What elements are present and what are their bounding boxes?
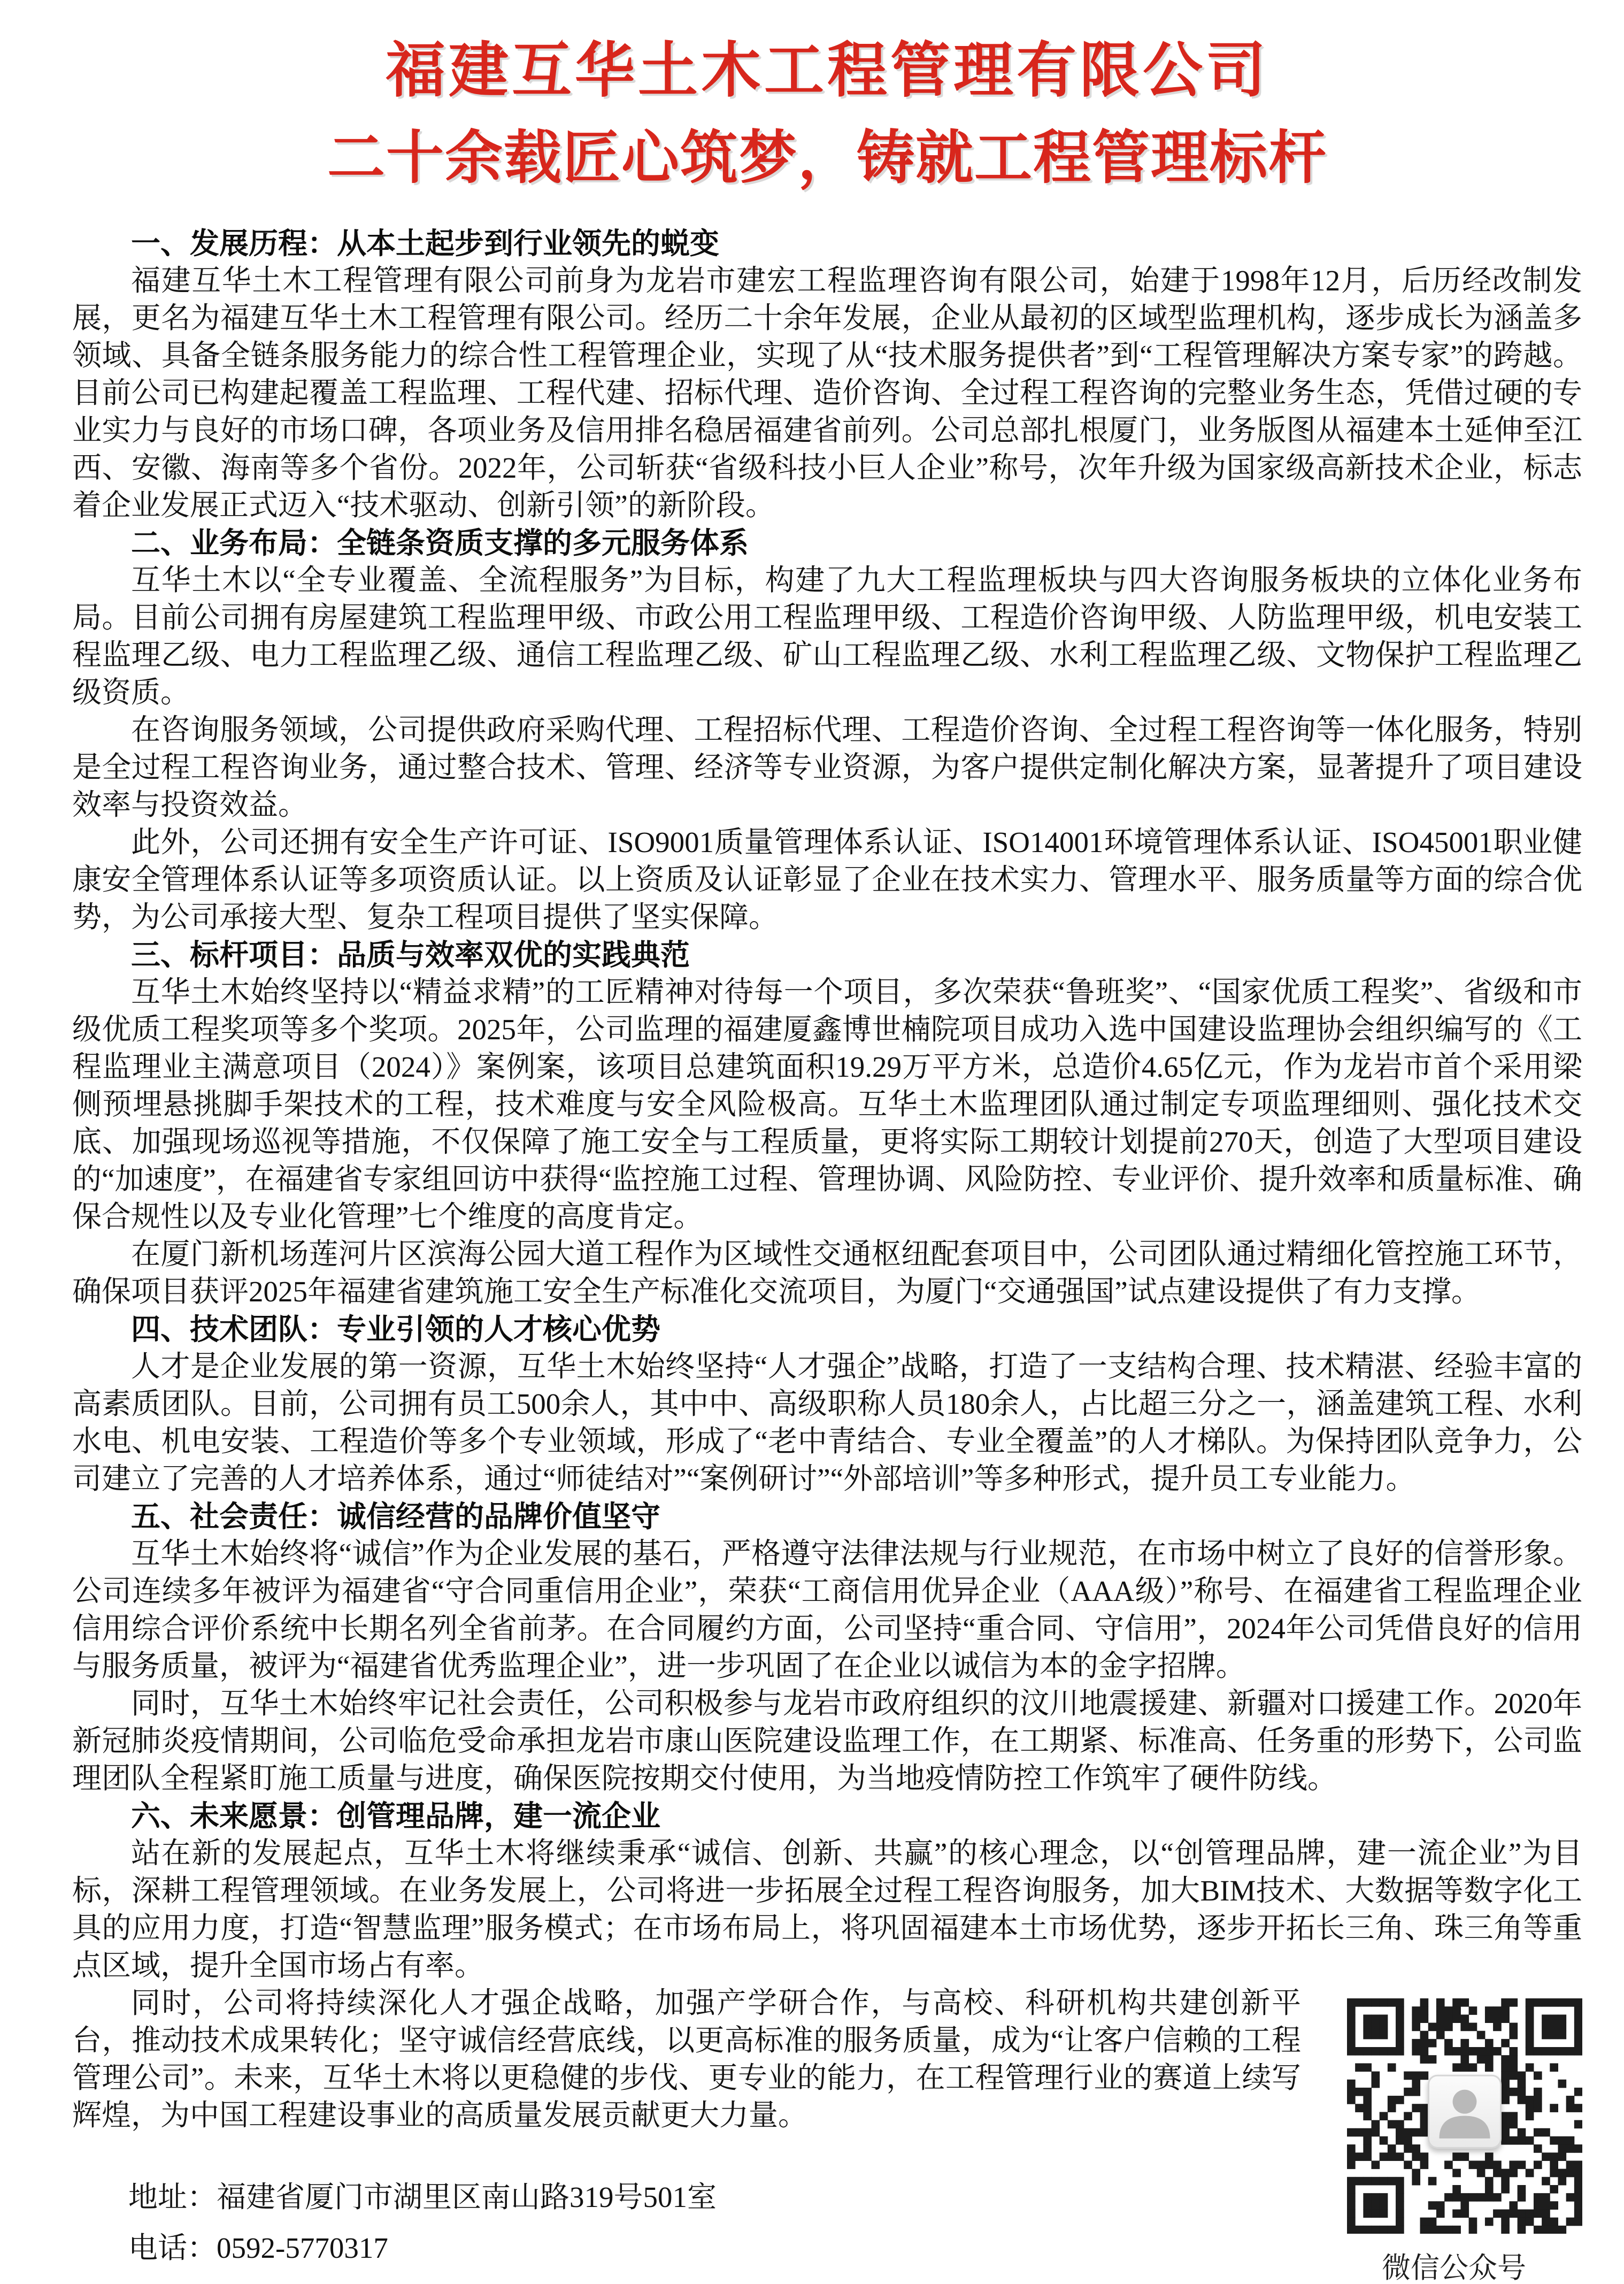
- paragraph: 互华土木始终将“诚信”作为企业发展的基石，严格遵守法律法规与行业规范，在市场中树立了良好的信誉形象。公司连续多年被评为福建省“守合同重信用企业”，荣获“工商信用优异企业（AAA级）”称号、在福建省工程监理企业信用综合评价系统中长期名列全省前茅。在合同履约方面，公司坚持“重合同、守信用”，2024年公司凭借良好的信用与服务质量，被评为“福建省优秀监理企业”，进一步巩固了在企业以诚信为本的金字招牌。: [72, 1537, 1582, 1683]
- paragraph: 站在新的发展起点，互华土木将继续秉承“诚信、创新、共赢”的核心理念，以“创管理品牌，建一流企业”为目标，深耕工程管理领域。在业务发展上，公司将进一步拓展全过程工程咨询服务，加大BIM技术、大数据等数字化工具的应用力度，打造“智慧监理”服务模式；在市场布局上，将巩固福建本土市场优势，逐步开拓长三角、珠三角等重点区域，提升全国市场占有率。: [72, 1837, 1582, 1982]
- paragraph: 同时，公司将持续深化人才强企战略，加强产学研合作，与高校、科研机构共建创新平台，推动技术成果转化；坚守诚信经营底线，以更高标准的服务质量，成为“让客户信赖的工程管理公司”。未来，互华土木将以更稳健的步伐、更专业的能力，在工程管理行业的赛道上续写辉煌，为中国工程建设事业的高质量发展贡献更大力量。: [72, 1987, 1301, 2132]
- section-heading-5: 五、社会责任：诚信经营的品牌价值坚守: [131, 1500, 661, 1534]
- document-body: [72, 225, 1582, 2284]
- paragraph: 福建互华土木工程管理有限公司前身为龙岩市建宏工程监理咨询有限公司，始建于1998年12月，后历经改制发展，更名为福建互华土木工程管理有限公司。经历二十余年发展，企业从最初的区域型监理机构，逐步成长为涵盖多领域、具备全链条服务能力的综合性工程管理企业，实现了从“技术服务提供者”到“工程管理解决方案专家”的跨越。目前公司已构建起覆盖工程监理、工程代建、招标代理、造价咨询、全过程工程咨询的完整业务生态，凭借过硬的专业实力与良好的市场口碑，各项业务及信用排名稳居福建省前列。公司总部扎根厦门，业务版图从福建本土延伸至江西、安徽、海南等多个省份。2022年，公司斩获“省级科技小巨人企业”称号，次年升级为国家级高新技术企业，标志着企业发展正式迈入“技术驱动、创新引领”的新阶段。: [72, 264, 1582, 522]
- paragraph: 在咨询服务领域，公司提供政府采购代理、工程招标代理、工程造价咨询、全过程工程咨询等一体化服务，特别是全过程工程咨询业务，通过整合技术、管理、经济等专业资源，为客户提供定制化解决方案，显著提升了项目建设效率与投资效益。: [72, 714, 1582, 822]
- section-heading-4: 四、技术团队：专业引领的人才核心优势: [131, 1313, 661, 1346]
- document-title-line1: 福建互华土木工程管理有限公司: [386, 37, 1269, 104]
- section-heading-3: 三、标杆项目：品质与效率双优的实践典范: [131, 938, 690, 972]
- wechat-qr-code: [1347, 1998, 1582, 2234]
- qr-caption: 微信公众号: [1382, 2252, 1526, 2284]
- paragraph: 人才是企业发展的第一资源，互华土木始终坚持“人才强企”战略，打造了一支结构合理、技术精湛、经验丰富的高素质团队。目前，公司拥有员工500余人，其中中、高级职称人员180余人，占比超三分之一，涵盖建筑工程、水利水电、机电安装、工程造价等多个专业领域，形成了“老中青结合、专业全覆盖”的人才梯队。为保持团队竞争力，公司建立了完善的人才培养体系，通过“师徒结对”“案例研讨”“外部培训”等多种形式，提升员工专业能力。: [72, 1350, 1582, 1496]
- paragraph: 互华土木以“全专业覆盖、全流程服务”为目标，构建了九大工程监理板块与四大咨询服务板块的立体化业务布局。目前公司拥有房屋建筑工程监理甲级、市政公用工程监理甲级、工程造价咨询甲级、人防监理甲级，机电安装工程监理乙级、电力工程监理乙级、通信工程监理乙级、矿山工程监理乙级、水利工程监理乙级、文物保护工程监理乙级资质。: [72, 564, 1582, 709]
- paragraph: 此外，公司还拥有安全生产许可证、ISO9001质量管理体系认证、ISO14001环境管理体系认证、ISO45001职业健康安全管理体系认证等多项资质认证。以上资质及认证彰显了企业在技术实力、管理水平、服务质量等方面的综合优势，为公司承接大型、复杂工程项目提供了坚实保障。: [72, 826, 1582, 934]
- document-title-line2: 二十余载匠心筑梦，铸就工程管理标杆: [327, 125, 1327, 190]
- paragraph: 互华土木始终坚持以“精益求精”的工匠精神对待每一个项目，多次荣获“鲁班奖”、“国家优质工程奖”、省级和市级优质工程奖项等多个奖项。2025年，公司监理的福建厦鑫博世楠院项目成功入选中国建设监理协会组织编写的《工程监理业主满意项目（2024）》案例案，该项目总建筑面积19.29万平方米，总造价4.65亿元，作为龙岩市首个采用梁侧预埋悬挑脚手架技术的工程，技术难度与安全风险极高。互华土木监理团队通过制定专项监理细则、强化技术交底、加强现场巡视等措施，不仅保障了施工安全与工程质量，更将实际工期较计划提前270天，创造了大型项目建设的“加速度”，在福建省专家组回访中获得“监控施工过程、管理协调、风险防控、专业评价、提升效率和质量标准、确保合规性以及专业化管理”七个维度的高度肯定。: [72, 976, 1582, 1233]
- paragraph: 同时，互华土木始终牢记社会责任，公司积极参与龙岩市政府组织的汶川地震援建、新疆对口援建工作。2020年新冠肺炎疫情期间，公司临危受命承担龙岩市康山医院建设监理工作，在工期紧、标准高、任务重的形势下，公司监理团队全程紧盯施工质量与进度，确保医院按期交付使用，为当地疫情防控工作筑牢了硬件防线。: [72, 1687, 1582, 1795]
- qr-avatar-person-icon: [1428, 2075, 1502, 2149]
- section-heading-1: 一、发展历程：从本土起步到行业领先的蜕变: [131, 227, 720, 260]
- address-line: 地址：福建省厦门市湖里区南山路319号501室: [128, 2181, 717, 2214]
- section-heading-6: 六、未来愿景：创管理品牌，建一流企业: [131, 1799, 661, 1833]
- section-heading-2: 二、业务布局：全链条资质支撑的多元服务体系: [131, 526, 749, 560]
- paragraph: 在厦门新机场莲河片区滨海公园大道工程作为区域性交通枢纽配套项目中，公司团队通过精细化管控施工环节，确保项目获评2025年福建省建筑施工安全生产标准化交流项目，为厦门“交通强国”试点建设提供了有力支撑。: [72, 1238, 1582, 1308]
- phone-line: 电话：0592-5770317: [128, 2232, 388, 2265]
- wechat-qr-block: [1326, 1998, 1582, 2284]
